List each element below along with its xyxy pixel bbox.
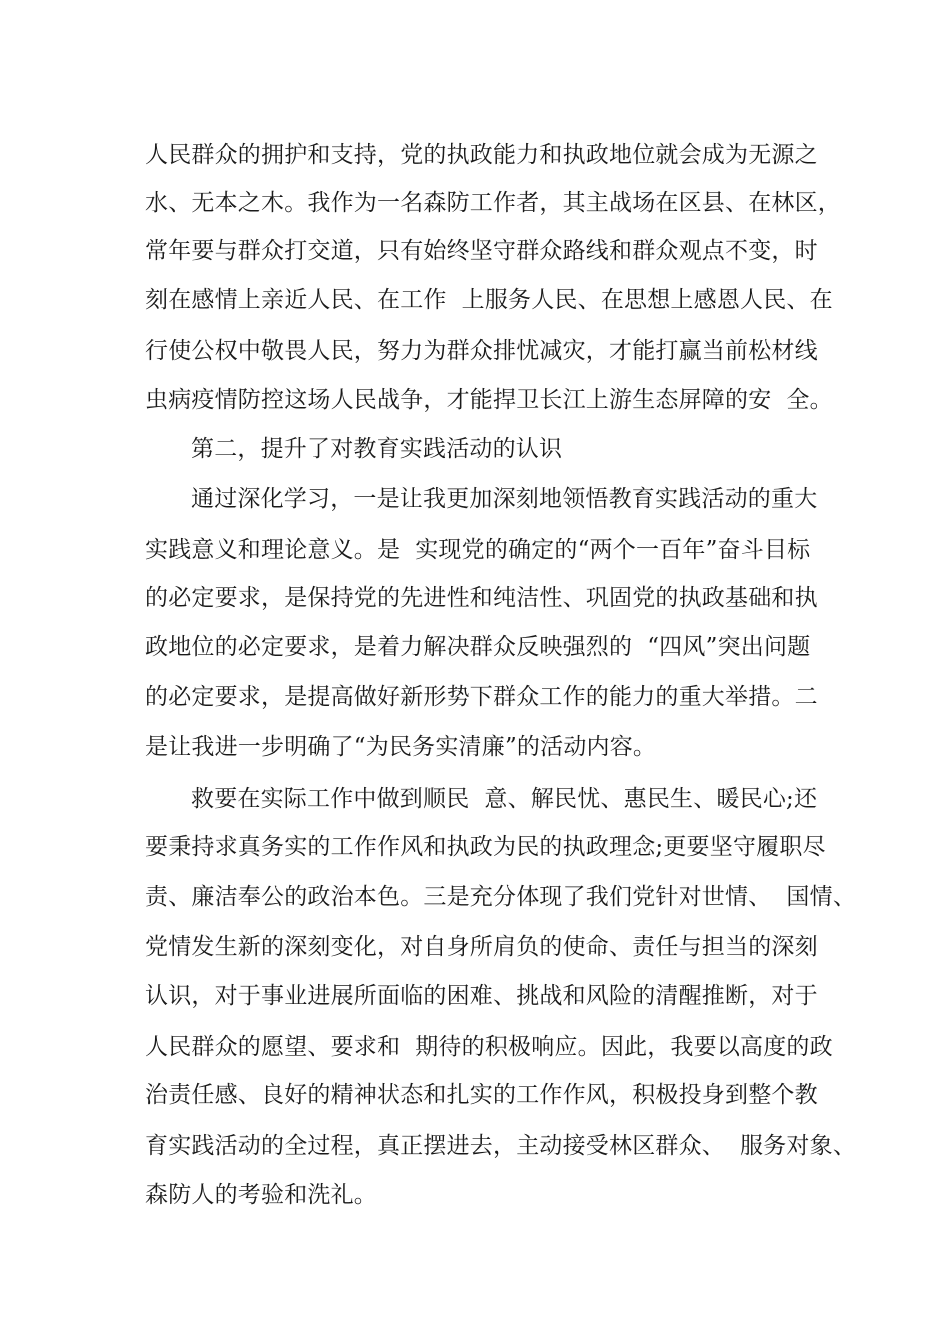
text-line: 党情发生新的深刻变化，对自身所肩负的使命、责任与担当的深刻	[145, 934, 818, 960]
text-line: 水、无本之木。我作为一名森防工作者，其主战场在区县、在林区，	[145, 190, 841, 216]
text-line: 实践意义和理论意义。是 实现党的确定的“两个一百年”奋斗目标	[145, 537, 811, 563]
text-line: 虫病疫情防控这场人民战争，才能捍卫长江上游生态屏障的安 全。	[145, 387, 833, 413]
text-line: 人民群众的愿望、要求和 期待的积极响应。因此，我要以高度的政	[145, 1034, 833, 1060]
text-line: 要秉持求真务实的工作作风和执政为民的执政理念;更要坚守履职尽	[145, 834, 826, 860]
text-line: 的必定要求，是提高做好新形势下群众工作的能力的重大举措。二	[145, 684, 818, 710]
text-line: 治责任感、良好的精神状态和扎实的工作作风，积极投身到整个教	[145, 1082, 818, 1108]
text-line: 是让我进一步明确了“为民务实清廉”的活动内容。	[145, 734, 657, 760]
text-line: 常年要与群众打交道，只有始终坚守群众路线和群众观点不变，时	[145, 238, 818, 264]
text-line: 的必定要求，是保持党的先进性和纯洁性、巩固党的执政基础和执	[145, 585, 818, 611]
text-line: 认识，对于事业进展所面临的困难、挑战和风险的清醒推断，对于	[145, 983, 818, 1009]
text-line: 刻在感情上亲近人民、在工作 上服务人民、在思想上感恩人民、在	[145, 287, 833, 313]
text-line: 责、廉洁奉公的政治本色。三是充分体现了我们党针对世情、 国情、	[145, 884, 857, 910]
text-line: 人民群众的拥护和支持，党的执政能力和执政地位就会成为无源之	[145, 142, 818, 168]
text-line: 行使公权中敬畏人民，努力为群众排忧减灾，才能打赢当前松材线	[145, 338, 818, 364]
text-line: 通过深化学习，一是让我更加深刻地领悟教育实践活动的重大	[191, 486, 818, 512]
section-heading: 第二，提升了对教育实践活动的认识	[191, 436, 563, 462]
text-line: 森防人的考验和洗礼。	[145, 1182, 377, 1208]
text-line: 育实践活动的全过程，真正摆进去，主动接受林区群众、 服务对象、	[145, 1133, 857, 1159]
text-line: 政地位的必定要求，是着力解决群众反映强烈的 “四风”突出问题	[145, 634, 811, 660]
text-line: 救要在实际工作中做到顺民 意、解民忧、惠民生、暖民心;还	[191, 786, 818, 812]
